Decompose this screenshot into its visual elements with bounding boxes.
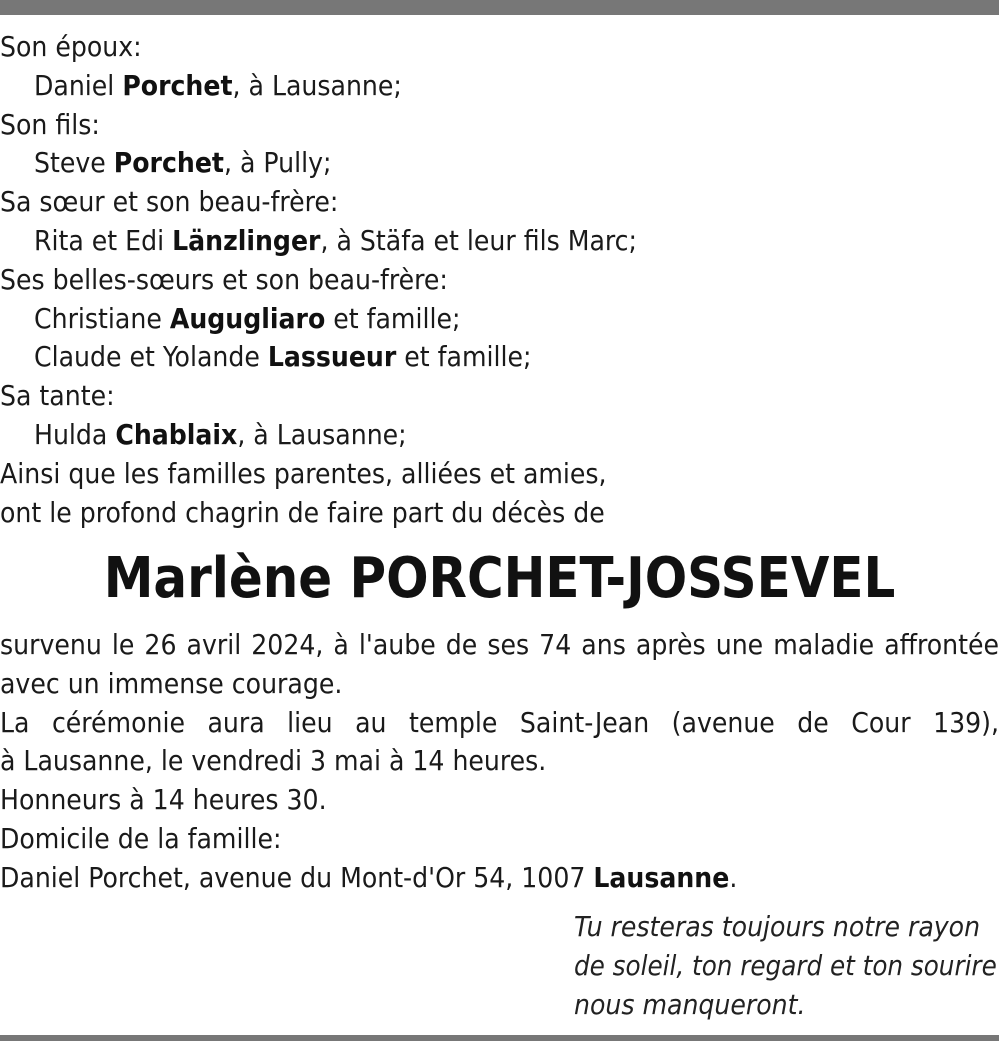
family-heading-sister: Sa sœur et son beau-frère:: [0, 185, 339, 219]
family-heading-aunt: Sa tante:: [0, 379, 115, 413]
family-heading-son: Son fils:: [0, 107, 100, 141]
epitaph-quote: [574, 908, 999, 1024]
announcement-body: [0, 626, 999, 898]
ceremony-line-1: La cérémonie aura lieu au temple Saint-Jean (avenue de Cour 139),: [0, 705, 999, 739]
quote-line-3: nous manqueront.: [574, 987, 806, 1021]
family-member-in-law-2: Claude et Yolande Lassueur et famille;: [34, 340, 532, 374]
family-member-aunt: Hulda Chablaix, à Lausanne;: [34, 417, 407, 451]
body-line-2: avec un immense courage.: [0, 666, 343, 700]
family-closing-1: Ainsi que les familles parentes, alliées et amies,: [0, 456, 607, 490]
family-closing-2: ont le profond chagrin de faire part du décès de: [0, 495, 605, 529]
family-member-sister: Rita et Edi Länzlinger, à Stäfa et leur fils Marc;: [34, 223, 637, 257]
domicile-heading: Domicile de la famille:: [0, 821, 282, 855]
family-heading-in-laws: Ses belles-sœurs et son beau-frère:: [0, 262, 448, 296]
top-rule: [0, 0, 999, 15]
family-member-son: Steve Porchet, à Pully;: [34, 146, 332, 180]
body-line-1: survenu le 26 avril 2024, à l'aube de ses 74 ans après une maladie affrontée: [0, 628, 999, 661]
bottom-rule: [0, 1035, 999, 1041]
deceased-name: Marlène PORCHET-JOSSEVEL: [103, 546, 896, 611]
domicile-address: Daniel Porchet, avenue du Mont-d'Or 54, 1007 Lausanne.: [0, 860, 738, 894]
family-heading-husband: Son époux:: [0, 30, 142, 63]
ceremony-line-2: à Lausanne, le vendredi 3 mai à 14 heures.: [0, 744, 547, 778]
honours-line: Honneurs à 14 heures 30.: [0, 783, 327, 817]
family-list: [0, 28, 999, 532]
quote-line-2: de soleil, ton regard et ton sourire: [574, 948, 997, 982]
quote-line-1: Tu resteras toujours notre rayon: [574, 910, 981, 943]
family-member-in-law-1: Christiane Augugliaro et famille;: [34, 301, 461, 335]
family-member-husband: Daniel Porchet, à Lausanne;: [34, 68, 402, 102]
